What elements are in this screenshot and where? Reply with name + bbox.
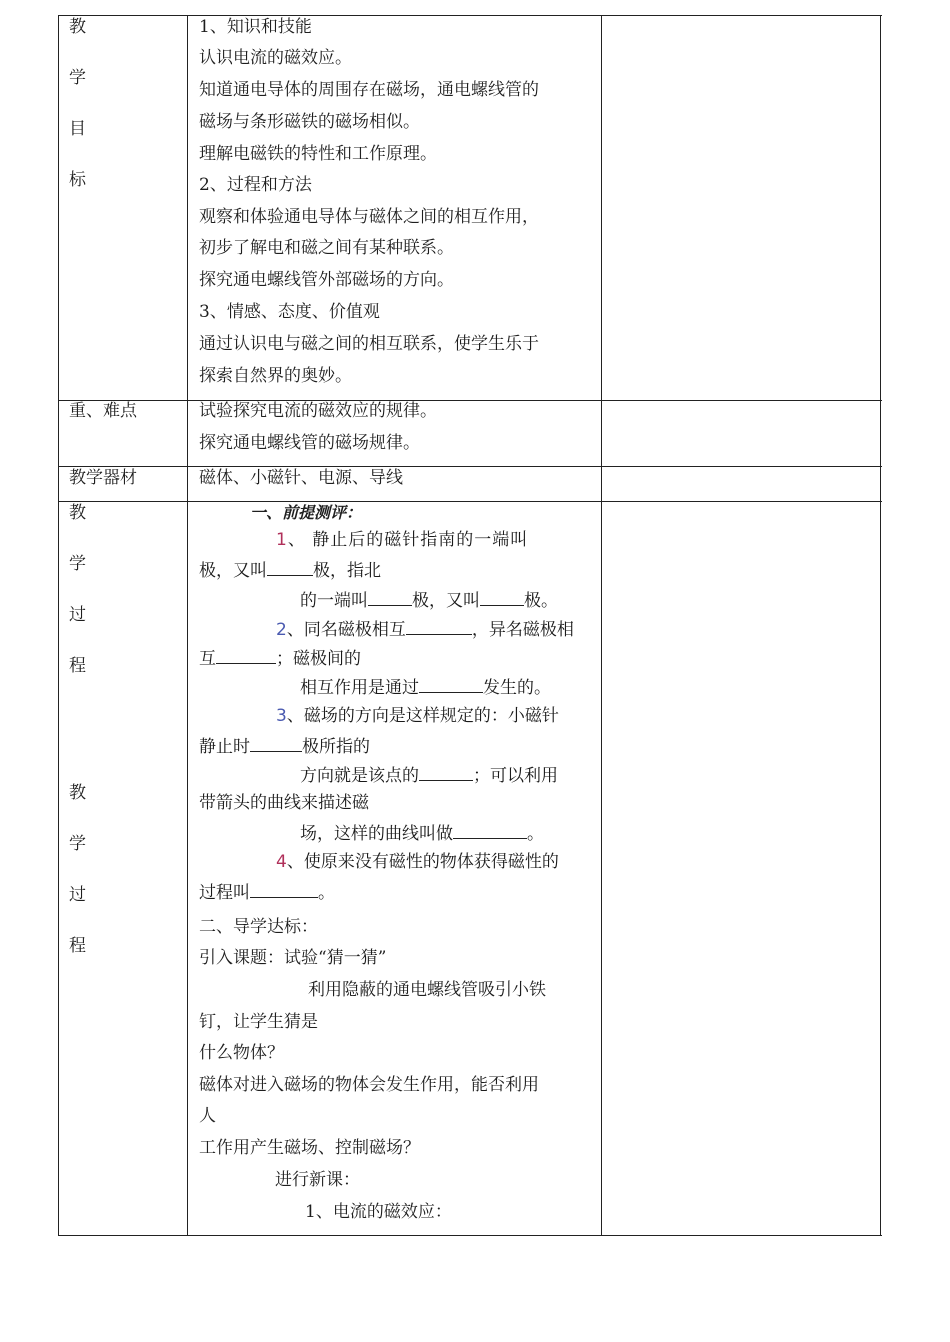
answer-blank[interactable] xyxy=(250,881,318,898)
question-number: 1 xyxy=(276,530,288,550)
key-points-line: 探究通电螺线管的磁场规律。 xyxy=(199,433,420,453)
pretest-heading: 一、前提测评： xyxy=(250,503,363,522)
question-text: 。 xyxy=(527,824,544,844)
objectives-line: 1、知识和技能 xyxy=(199,17,312,37)
label-char: 教 xyxy=(69,783,86,803)
guide-line: 引入课题：试验“猜一猜” xyxy=(199,948,387,968)
table-border-left xyxy=(58,15,59,1236)
question-text: 极。 xyxy=(524,591,558,611)
question-text: 、磁场的方向是这样规定的：小磁针 xyxy=(286,706,559,726)
table-border-bottom xyxy=(58,1235,882,1236)
question-3-line-5 xyxy=(300,822,544,844)
objectives-line: 知道通电导体的周围存在磁场，通电螺线管的 xyxy=(199,80,539,100)
question-3-line-4: 带箭头的曲线来描述磁 xyxy=(199,793,369,813)
guide-line: 利用隐蔽的通电螺线管吸引小铁 xyxy=(308,980,546,1000)
label-char: 程 xyxy=(69,656,86,676)
question-text: ；磁极间的 xyxy=(276,649,361,669)
answer-blank[interactable] xyxy=(406,618,472,635)
row-divider xyxy=(58,501,882,502)
question-text: ，异名磁极相 xyxy=(471,620,574,640)
question-number: 3 xyxy=(276,706,287,726)
question-3-line-1 xyxy=(276,706,559,726)
question-3-line-2 xyxy=(199,735,370,757)
guide-line: 工作用产生磁场、控制磁场？ xyxy=(199,1138,420,1158)
question-1-line-3 xyxy=(300,589,558,611)
column-divider xyxy=(601,15,602,1236)
question-text: ；可以利用 xyxy=(473,766,558,786)
objectives-line: 磁场与条形磁铁的磁场相似。 xyxy=(199,112,420,132)
guide-heading: 二、导学达标： xyxy=(199,917,318,937)
label-char: 教 xyxy=(69,17,86,37)
objectives-line: 理解电磁铁的特性和工作原理。 xyxy=(199,144,437,164)
label-char: 教 xyxy=(69,503,86,523)
question-2-line-3 xyxy=(300,676,551,698)
answer-blank[interactable] xyxy=(216,647,276,664)
question-text: 、 静止后的磁针指南的一端叫 xyxy=(287,530,529,550)
objectives-line: 认识电流的磁效应。 xyxy=(199,48,352,68)
question-text: 极，又叫 xyxy=(412,591,480,611)
key-points-label: 重、难点 xyxy=(69,401,137,421)
question-text: 静止时 xyxy=(199,737,250,757)
answer-blank[interactable] xyxy=(419,676,483,693)
label-char: 过 xyxy=(69,605,86,625)
question-text: 方向就是该点的 xyxy=(300,766,419,786)
label-char: 过 xyxy=(69,885,86,905)
objectives-line: 3、情感、态度、价值观 xyxy=(199,302,380,322)
column-divider xyxy=(187,15,188,1236)
question-text: 、同名磁极相互 xyxy=(286,620,406,640)
objectives-line: 2、过程和方法 xyxy=(199,175,312,195)
guide-line: 磁体对进入磁场的物体会发生作用，能否利用 xyxy=(199,1075,539,1095)
question-number: 2 xyxy=(276,620,287,640)
equipment-label: 教学器材 xyxy=(69,468,137,488)
label-char: 目 xyxy=(69,119,86,139)
label-char: 学 xyxy=(69,68,86,88)
objectives-line: 探索自然界的奥妙。 xyxy=(199,366,352,386)
answer-blank[interactable] xyxy=(250,735,302,752)
question-text: 场，这样的曲线叫做 xyxy=(300,824,453,844)
question-text: 。 xyxy=(318,883,335,903)
answer-blank[interactable] xyxy=(419,764,473,781)
guide-line: 人 xyxy=(199,1106,216,1126)
question-2-line-2 xyxy=(199,647,361,669)
answer-blank[interactable] xyxy=(453,822,527,839)
equipment-text: 磁体、小磁针、电源、导线 xyxy=(199,468,403,488)
question-1-line-1 xyxy=(276,530,528,550)
label-char: 标 xyxy=(69,170,86,190)
question-3-line-3 xyxy=(300,764,558,786)
question-text: 极所指的 xyxy=(302,737,370,757)
question-text: 互 xyxy=(199,649,216,669)
guide-line: 什么物体？ xyxy=(199,1043,284,1063)
key-points-line: 试验探究电流的磁效应的规律。 xyxy=(199,401,437,421)
objectives-line: 通过认识电与磁之间的相互联系，使学生乐于 xyxy=(199,334,539,354)
label-char: 程 xyxy=(69,936,86,956)
question-4-line-2 xyxy=(199,881,335,903)
question-text: 相互作用是通过 xyxy=(300,678,419,698)
row-divider xyxy=(58,400,882,401)
question-text: 极，又叫 xyxy=(199,561,267,581)
row-divider xyxy=(58,466,882,467)
question-number: 4 xyxy=(276,852,287,872)
question-4-line-1 xyxy=(276,852,559,872)
guide-line: 进行新课： xyxy=(275,1170,360,1190)
question-text: 发生的。 xyxy=(483,678,551,698)
answer-blank[interactable] xyxy=(267,559,313,576)
question-text: 过程叫 xyxy=(199,883,250,903)
objectives-line: 观察和体验通电导体与磁体之间的相互作用， xyxy=(199,207,539,227)
objectives-line: 初步了解电和磁之间有某种联系。 xyxy=(199,238,454,258)
guide-line: 钉，让学生猜是 xyxy=(199,1012,318,1032)
answer-blank[interactable] xyxy=(480,589,524,606)
question-1-line-2 xyxy=(199,559,381,581)
label-char: 学 xyxy=(69,554,86,574)
objectives-line: 探究通电螺线管外部磁场的方向。 xyxy=(199,270,454,290)
answer-blank[interactable] xyxy=(368,589,412,606)
label-char: 学 xyxy=(69,834,86,854)
question-text: 极，指北 xyxy=(313,561,381,581)
table-border-right xyxy=(880,15,881,1236)
question-text: 的一端叫 xyxy=(300,591,368,611)
question-text: 、使原来没有磁性的物体获得磁性的 xyxy=(286,852,559,872)
guide-line: 1、电流的磁效应： xyxy=(305,1202,452,1222)
question-2-line-1 xyxy=(276,618,574,640)
table-border-top xyxy=(58,15,882,16)
